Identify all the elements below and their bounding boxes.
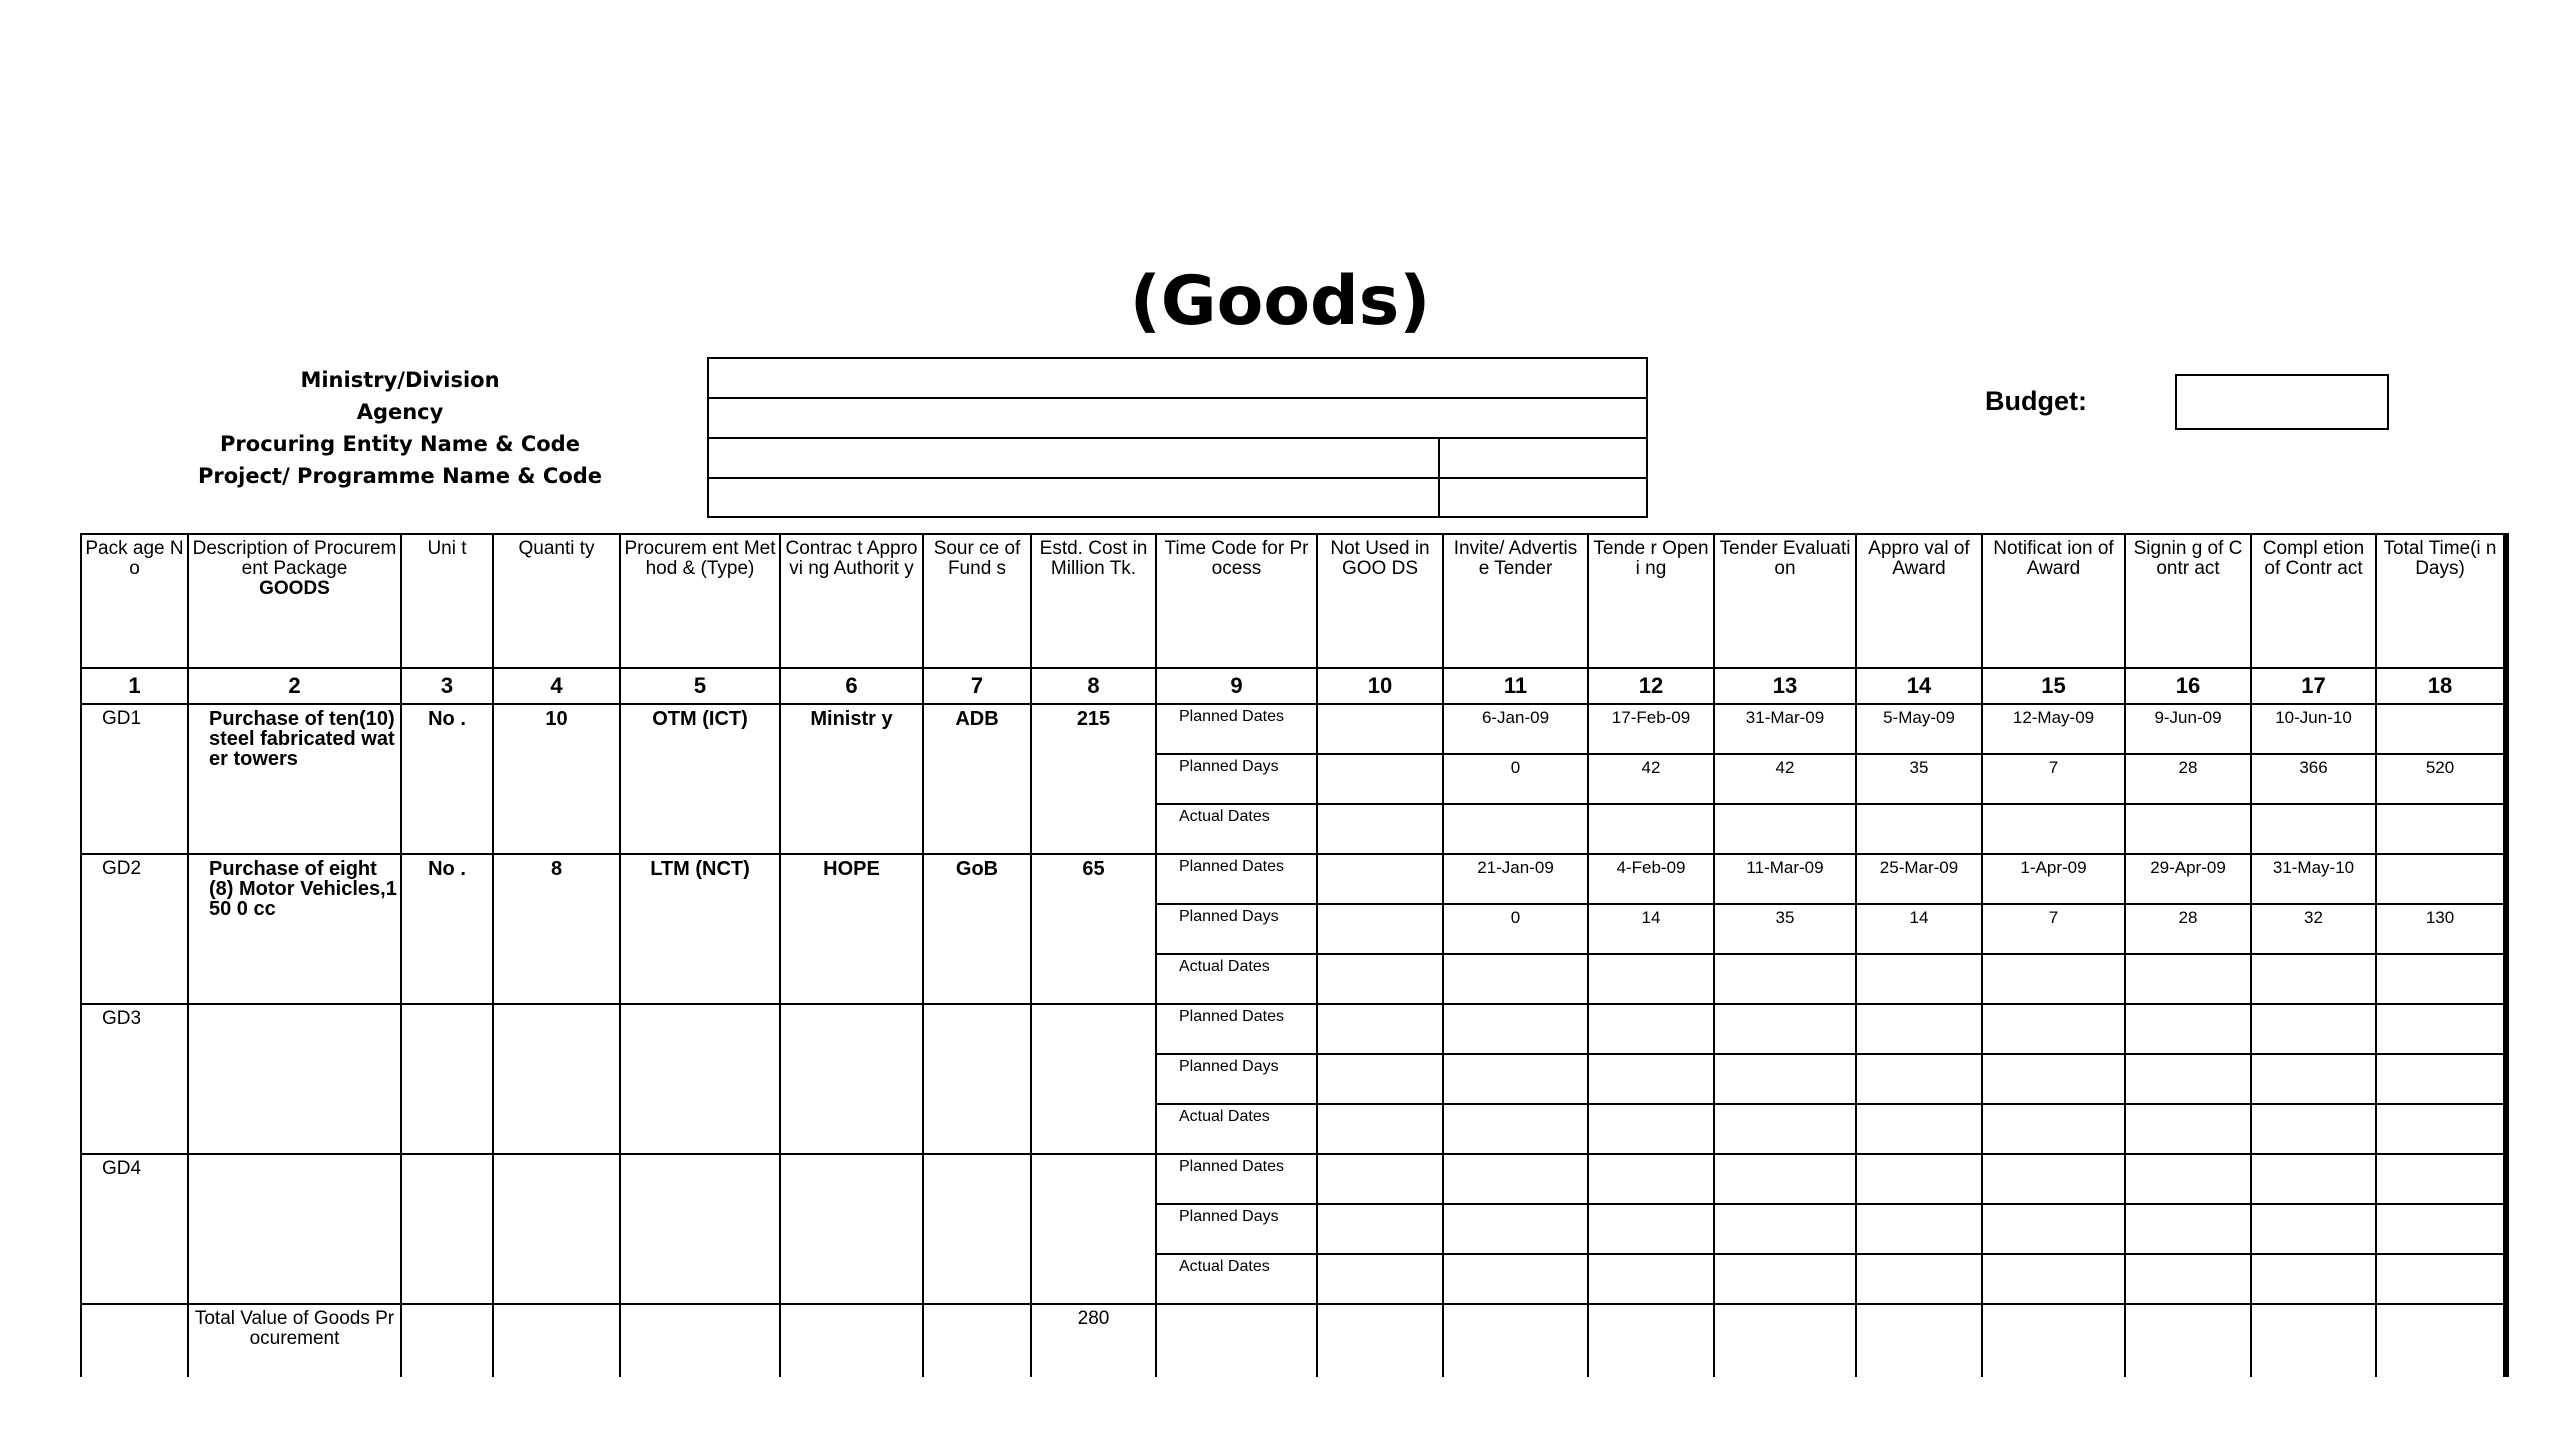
column-number: 16 (2125, 668, 2251, 704)
stage-value-cell (1317, 804, 1443, 854)
stage-value-cell (1714, 1204, 1856, 1254)
stage-value-cell: 520 (2376, 754, 2506, 804)
stage-value-cell: 5-May-09 (1856, 704, 1982, 754)
column-number: 14 (1856, 668, 1982, 704)
estimated-cost: 65 (1031, 854, 1156, 1004)
total-row (81, 1304, 2506, 1377)
column-number-row (81, 668, 2506, 704)
stage-value-cell (2125, 1104, 2251, 1154)
source-of-funds (923, 1154, 1031, 1304)
total-empty-cell (1714, 1304, 1856, 1377)
stage-value-cell: 10-Jun-10 (2251, 704, 2376, 754)
stage-value-cell: 6-Jan-09 (1443, 704, 1588, 754)
total-empty-cell (1443, 1304, 1588, 1377)
stage-value-cell (1443, 1054, 1588, 1104)
stage-value-cell (1856, 1004, 1982, 1054)
stage-value-cell: 21-Jan-09 (1443, 854, 1588, 904)
stage-value-cell (1982, 804, 2125, 854)
header-cell: Sour ce of Fund s (923, 534, 1031, 668)
time-code-label: Planned Dates (1156, 1154, 1317, 1204)
total-empty-cell (1856, 1304, 1982, 1377)
stage-value-cell (1856, 1204, 1982, 1254)
stage-value-cell (1443, 1254, 1588, 1304)
stage-value-cell (2251, 1104, 2376, 1154)
stage-value-cell (1588, 804, 1714, 854)
stage-value-cell (1443, 1104, 1588, 1154)
stage-value-cell (1714, 1104, 1856, 1154)
stage-value-cell (1982, 1204, 2125, 1254)
header-cell: Procurem ent Method & (Type) (620, 534, 780, 668)
stage-value-cell (1588, 1154, 1714, 1204)
column-number: 2 (188, 668, 401, 704)
table-row (81, 854, 2506, 904)
page-title: (Goods) (1129, 262, 1431, 341)
column-number: 4 (493, 668, 620, 704)
stage-value-cell: 29-Apr-09 (2125, 854, 2251, 904)
stage-value-cell (2251, 1204, 2376, 1254)
stage-value-cell (2376, 954, 2506, 1004)
total-empty-cell (780, 1304, 923, 1377)
package-no: GD4 (81, 1154, 188, 1304)
budget-label: Budget: (1985, 386, 2087, 416)
stage-value-cell: 35 (1856, 754, 1982, 804)
time-code-label: Planned Dates (1156, 1004, 1317, 1054)
header-description-label: Description of Procurement Package (192, 538, 397, 579)
stage-value-cell (1714, 954, 1856, 1004)
stage-value-cell (2376, 804, 2506, 854)
total-empty-cell (923, 1304, 1031, 1377)
agency-label: Agency (356, 400, 444, 424)
stage-value-cell: 7 (1982, 754, 2125, 804)
package-quantity (493, 1154, 620, 1304)
total-value-label: Total Value of Goods Procurement (188, 1304, 401, 1377)
header-cell: Tende r Openi ng (1588, 534, 1714, 668)
package-unit: No . (401, 704, 493, 854)
stage-value-cell: 32 (2251, 904, 2376, 954)
header-cell: Pack age No (81, 534, 188, 668)
stage-value-cell (1317, 854, 1443, 904)
header-row (81, 534, 2506, 668)
time-code-label: Actual Dates (1156, 1254, 1317, 1304)
column-number: 15 (1982, 668, 2125, 704)
ministry-division-field[interactable] (707, 357, 1648, 399)
stage-value-cell (2125, 1054, 2251, 1104)
total-empty-cell (1317, 1304, 1443, 1377)
stage-value-cell (1856, 804, 1982, 854)
header-cell: Time Code for Process (1156, 534, 1317, 668)
package-unit: No . (401, 854, 493, 1004)
procurement-method: OTM (ICT) (620, 704, 780, 854)
total-empty-cell (1982, 1304, 2125, 1377)
total-empty-cell (1156, 1304, 1317, 1377)
stage-value-cell (2376, 1154, 2506, 1204)
stage-value-cell (1443, 1204, 1588, 1254)
stage-value-cell (2251, 954, 2376, 1004)
stage-value-cell: 25-Mar-09 (1856, 854, 1982, 904)
stage-value-cell (1588, 954, 1714, 1004)
source-of-funds: GoB (923, 854, 1031, 1004)
stage-value-cell (1317, 904, 1443, 954)
stage-value-cell (1856, 1054, 1982, 1104)
stage-value-cell (1443, 804, 1588, 854)
header-cell (188, 534, 401, 668)
package-no: GD2 (81, 854, 188, 1004)
column-number: 12 (1588, 668, 1714, 704)
stage-value-cell (1714, 1054, 1856, 1104)
header-cell: Tender Evaluati on (1714, 534, 1856, 668)
header-goods-label: GOODS (259, 578, 330, 599)
stage-value-cell (2125, 954, 2251, 1004)
stage-value-cell (2376, 854, 2506, 904)
header-cell: Notificat ion of Award (1982, 534, 2125, 668)
stage-value-cell (2251, 1004, 2376, 1054)
table-row (81, 1004, 2506, 1054)
time-code-label: Planned Dates (1156, 854, 1317, 904)
package-unit (401, 1004, 493, 1154)
stage-value-cell: 9-Jun-09 (2125, 704, 2251, 754)
column-number: 7 (923, 668, 1031, 704)
column-number: 11 (1443, 668, 1588, 704)
column-number: 6 (780, 668, 923, 704)
header-cell: Contrac t Approvi ng Authorit y (780, 534, 923, 668)
stage-value-cell: 31-May-10 (2251, 854, 2376, 904)
stage-value-cell (2125, 1154, 2251, 1204)
agency-field[interactable] (707, 397, 1648, 439)
column-number: 18 (2376, 668, 2506, 704)
stage-value-cell: 31-Mar-09 (1714, 704, 1856, 754)
stage-value-cell: 4-Feb-09 (1588, 854, 1714, 904)
stage-value-cell (1317, 1154, 1443, 1204)
stage-value-cell (1317, 1054, 1443, 1104)
stage-value-cell (1982, 1104, 2125, 1154)
time-code-label: Actual Dates (1156, 1104, 1317, 1154)
column-number: 13 (1714, 668, 1856, 704)
package-no: GD1 (81, 704, 188, 854)
header-cell: Uni t (401, 534, 493, 668)
stage-value-cell: 0 (1443, 904, 1588, 954)
stage-value-cell (2376, 1254, 2506, 1304)
total-empty-cell (493, 1304, 620, 1377)
procurement-plan-table (80, 533, 2509, 1377)
package-quantity (493, 1004, 620, 1154)
package-no: GD3 (81, 1004, 188, 1154)
column-number: 8 (1031, 668, 1156, 704)
total-empty-cell (1588, 1304, 1714, 1377)
stage-value-cell (1317, 1104, 1443, 1154)
stage-value-cell (1317, 1004, 1443, 1054)
stage-value-cell (2376, 704, 2506, 754)
stage-value-cell (1714, 804, 1856, 854)
total-empty-cell (2251, 1304, 2376, 1377)
time-code-label: Planned Days (1156, 904, 1317, 954)
ministry-division-label: Ministry/Division (300, 368, 500, 392)
procuring-entity-field[interactable] (707, 437, 1648, 479)
procurement-method (620, 1154, 780, 1304)
stage-value-cell (2125, 1254, 2251, 1304)
stage-value-cell (1317, 704, 1443, 754)
stage-value-cell: 12-May-09 (1982, 704, 2125, 754)
stage-value-cell (2251, 1154, 2376, 1204)
stage-value-cell (1317, 1204, 1443, 1254)
stage-value-cell (2376, 1204, 2506, 1254)
table-row (81, 704, 2506, 754)
stage-value-cell (1443, 954, 1588, 1004)
approving-authority: HOPE (780, 854, 923, 1004)
stage-value-cell (2376, 1104, 2506, 1154)
stage-value-cell (1443, 1004, 1588, 1054)
package-description: Purchase of eight (8) Motor Vehicles,150 0 cc (188, 854, 401, 1004)
total-empty-cell (2376, 1304, 2506, 1377)
stage-value-cell: 14 (1588, 904, 1714, 954)
stage-value-cell (1317, 954, 1443, 1004)
header-cell: Appro val of Award (1856, 534, 1982, 668)
stage-value-cell: 7 (1982, 904, 2125, 954)
stage-value-cell: 0 (1443, 754, 1588, 804)
total-empty-cell (401, 1304, 493, 1377)
project-programme-label: Project/ Programme Name & Code (197, 464, 603, 488)
header-cell: Not Used in GOO DS (1317, 534, 1443, 668)
stage-value-cell (1714, 1254, 1856, 1304)
stage-value-cell (1317, 1254, 1443, 1304)
stage-value-cell (1982, 1254, 2125, 1304)
source-of-funds: ADB (923, 704, 1031, 854)
header-cell: Invite/ Advertis e Tender (1443, 534, 1588, 668)
column-number: 9 (1156, 668, 1317, 704)
stage-value-cell (1714, 1004, 1856, 1054)
column-number: 17 (2251, 668, 2376, 704)
stage-value-cell: 1-Apr-09 (1982, 854, 2125, 904)
package-description (188, 1004, 401, 1154)
stage-value-cell (1443, 1154, 1588, 1204)
column-number: 5 (620, 668, 780, 704)
time-code-label: Planned Days (1156, 1054, 1317, 1104)
time-code-label: Planned Days (1156, 754, 1317, 804)
total-empty-cell (81, 1304, 188, 1377)
column-number: 10 (1317, 668, 1443, 704)
stage-value-cell (1856, 1254, 1982, 1304)
stage-value-cell (1856, 1154, 1982, 1204)
stage-value-cell: 42 (1588, 754, 1714, 804)
budget-field[interactable] (2175, 374, 2389, 430)
column-number: 1 (81, 668, 188, 704)
total-empty-cell (620, 1304, 780, 1377)
code-field-divider (1438, 437, 1440, 518)
stage-value-cell: 28 (2125, 754, 2251, 804)
stage-value-cell: 14 (1856, 904, 1982, 954)
project-programme-field[interactable] (707, 477, 1648, 518)
stage-value-cell (1982, 1154, 2125, 1204)
time-code-label: Actual Dates (1156, 804, 1317, 854)
time-code-label: Planned Days (1156, 1204, 1317, 1254)
source-of-funds (923, 1004, 1031, 1154)
stage-value-cell: 28 (2125, 904, 2251, 954)
header-cell: Quanti ty (493, 534, 620, 668)
stage-value-cell (1982, 954, 2125, 1004)
stage-value-cell (1588, 1104, 1714, 1154)
estimated-cost (1031, 1004, 1156, 1154)
stage-value-cell (1588, 1254, 1714, 1304)
approving-authority (780, 1004, 923, 1154)
header-cell: Signin g of Contr act (2125, 534, 2251, 668)
stage-value-cell (1982, 1054, 2125, 1104)
package-quantity: 10 (493, 704, 620, 854)
stage-value-cell: 366 (2251, 754, 2376, 804)
stage-value-cell (1588, 1054, 1714, 1104)
column-number: 3 (401, 668, 493, 704)
stage-value-cell: 17-Feb-09 (1588, 704, 1714, 754)
stage-value-cell (2125, 1004, 2251, 1054)
stage-value-cell (1982, 1004, 2125, 1054)
header-cell: Estd. Cost in Million Tk. (1031, 534, 1156, 668)
procuring-entity-label: Procuring Entity Name & Code (220, 432, 580, 456)
stage-value-cell: 35 (1714, 904, 1856, 954)
approving-authority (780, 1154, 923, 1304)
stage-value-cell (2251, 804, 2376, 854)
package-quantity: 8 (493, 854, 620, 1004)
estimated-cost (1031, 1154, 1156, 1304)
stage-value-cell (2125, 804, 2251, 854)
approving-authority: Ministr y (780, 704, 923, 854)
stage-value-cell (2376, 1054, 2506, 1104)
time-code-label: Planned Dates (1156, 704, 1317, 754)
stage-value-cell: 11-Mar-09 (1714, 854, 1856, 904)
stage-value-cell (1317, 754, 1443, 804)
time-code-label: Actual Dates (1156, 954, 1317, 1004)
procurement-method: LTM (NCT) (620, 854, 780, 1004)
header-cell: Compl etion of Contr act (2251, 534, 2376, 668)
total-value: 280 (1031, 1304, 1156, 1377)
stage-value-cell: 130 (2376, 904, 2506, 954)
stage-value-cell (2376, 1004, 2506, 1054)
stage-value-cell (1714, 1154, 1856, 1204)
package-unit (401, 1154, 493, 1304)
procurement-method (620, 1004, 780, 1154)
total-empty-cell (2125, 1304, 2251, 1377)
stage-value-cell: 42 (1714, 754, 1856, 804)
stage-value-cell (2125, 1204, 2251, 1254)
estimated-cost: 215 (1031, 704, 1156, 854)
stage-value-cell (2251, 1054, 2376, 1104)
package-description: Purchase of ten(10) steel fabricated water towers (188, 704, 401, 854)
package-description (188, 1154, 401, 1304)
header-cell: Total Time(i n Days) (2376, 534, 2506, 668)
stage-value-cell (1856, 954, 1982, 1004)
stage-value-cell (1856, 1104, 1982, 1154)
table-row (81, 1154, 2506, 1204)
stage-value-cell (1588, 1004, 1714, 1054)
stage-value-cell (2251, 1254, 2376, 1304)
stage-value-cell (1588, 1204, 1714, 1254)
